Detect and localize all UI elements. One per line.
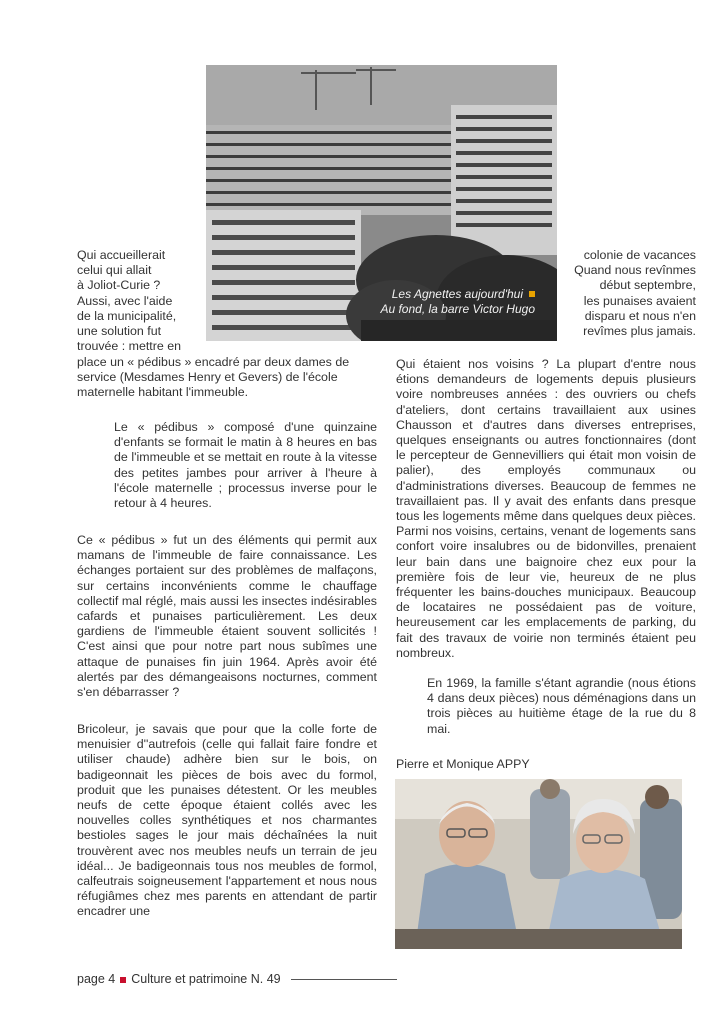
red-square-icon	[120, 977, 126, 983]
text-line: disparu et nous n'en	[584, 308, 696, 323]
left-intro-narrow	[77, 248, 194, 354]
photo-buildings	[206, 65, 557, 341]
text-line: maternelle habitant l'immeuble.	[77, 385, 249, 400]
caption-square-icon	[529, 291, 535, 297]
pedibus-paragraph: Le « pédibus » composé d'une quinzaine d'enfants se formait le matin à 8 heures en bas de l'immeuble et se mettait en route à la vitesse des petites jambes pour arriver à l'heure à l'école maternelle ; processus inverse pour le retour à 4 heures.	[114, 420, 377, 511]
text-line: les punaises avaient	[583, 293, 696, 308]
demenagement-paragraph: En 1969, la famille s'étant agrandie (nous étions 4 dans deux pièces) nous déménagions dans un trois pièces au huitième étage de la rue du 8 mai.	[427, 676, 696, 736]
text-line: colonie de vacances	[583, 248, 696, 262]
text-line: de la municipalité,	[77, 308, 177, 323]
text-line: une solution fut	[77, 324, 162, 339]
text-line: début septembre,	[599, 278, 696, 293]
text-line: Aussi, avec l'aide	[77, 293, 173, 308]
page-number: page 4	[77, 972, 116, 986]
text-line: à Joliot-Curie ?	[77, 278, 161, 293]
caption-line-1: Les Agnettes aujourd'hui	[391, 287, 523, 301]
photo-caption	[380, 287, 535, 317]
text-line: Qui accueillerait	[77, 248, 166, 262]
right-intro-narrow	[566, 248, 696, 339]
text-line: service (Mesdames Henry et Gevers) de l'école	[77, 370, 338, 385]
photo-couple	[395, 779, 682, 949]
text-line: Quand nous revînmes	[574, 263, 696, 278]
text-line: celui qui allait	[77, 263, 152, 278]
page-footer	[77, 972, 397, 987]
left-intro-wide	[77, 355, 377, 401]
formol-paragraph: Bricoleur, je savais que pour que la colle forte de menuisier d''autrefois (celle qui fallait faire fondre et utiliser chaude) adhère bien sur le bois, on badigeonnait les pièces de bois avec du formol, produit que les punaises détestent. Or les meubles neufs de cette époque étaient collés avec les nouvelles colles synthétiques et nos charmantes bestioles sages le jour mais déchaînées la nuit trouvèrent avec nos meubles neufs un terrain de jeu idéal... Je badigeonnais tous nos meubles de formol, calfeutrais soigneusement l'appartement et nous nous réfugiâmes chez mes parents en attendant de partir encadrer une	[77, 722, 377, 919]
text-line: trouvée : mettre en	[77, 339, 181, 354]
signature: Pierre et Monique APPY	[396, 757, 530, 771]
publication-name: Culture et patrimoine N. 49	[131, 972, 281, 986]
text-line: revîmes plus jamais.	[583, 324, 696, 339]
text-line: place un « pédibus » encadré par deux dames de	[77, 355, 350, 369]
caption-line-2: Au fond, la barre Victor Hugo	[380, 302, 535, 316]
couple-illustration	[395, 779, 682, 949]
neighbours-paragraph: Ce « pédibus » fut un des éléments qui permit aux mamans de l'immeuble de faire connaissance. Les échanges portaient sur des problèmes de malfaçons, sur certains inconvénients comme le chauffage collectif mal réglé, mais aussi les insectes indésirables cafards et punaises particulièrement. Les deux gardiens de l'immeuble étaient souvent sollicités ! C'est ainsi que pour notre part nous subîmes une attaque de punaises fin juin 1964. Après avoir été alertés par des démangeaisons nocturnes, comment s'en débarrasser ?	[77, 533, 377, 700]
footer-rule	[291, 979, 397, 980]
voisins-paragraph: Qui étaient nos voisins ? La plupart d'entre nous étions demandeurs de logements depuis plusieurs voire nombreuses années : des ouvriers ou chefs d'ateliers, dont certains travaillaient aux usines Chausson et d'autres dans diverses entreprises, quelques enseignants ou autres fonctionnaires (dont le percepteur de Gennevilliers qui était mon voisin de palier), des employés communaux ou d'administrations diverses. Beaucoup de femmes ne travaillaient pas. Il y avait des enfants dans presque tous les logements même dans quelques deux pièces. Parmi nos voisins, certains, venant de logements sans confort voire insalubres ou de bidonvilles, prenaient leur bain dans une baignoire chez eux pour la première fois de leur vie, heureux de ne plus fréquenter les bains-douches municipaux. Beaucoup de locataires ne possédaient pas de voiture, heureusement car les emplacements de parking, du fait des travaux de voirie non terminés étaient peu nombreux.	[396, 357, 696, 660]
